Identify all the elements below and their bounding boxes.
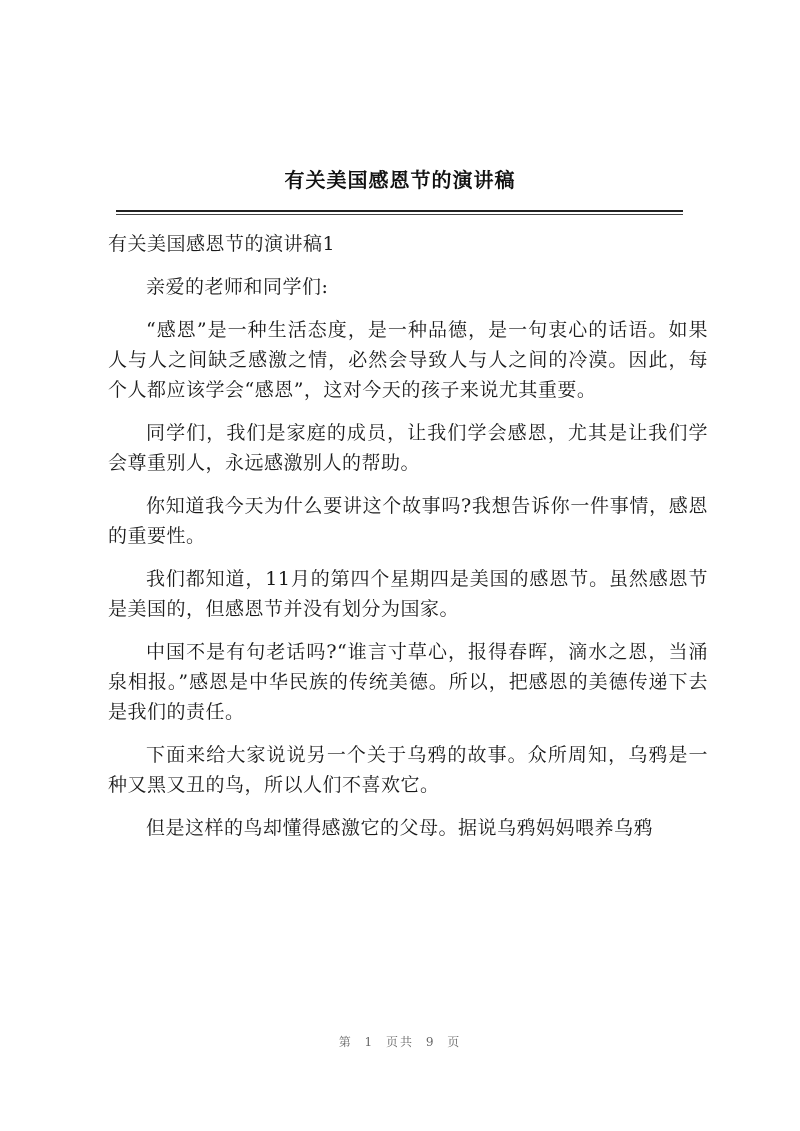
paragraph: 同学们，我们是家庭的成员，让我们学会感恩，尤其是让我们学会尊重别人，永远感激别人的帮助。 — [108, 422, 708, 474]
document-title: 有关美国感恩节的演讲稿 — [284, 168, 516, 192]
paragraph: 但是这样的鸟却懂得感激它的父母。据说乌鸦妈妈喂养乌鸦 — [146, 817, 654, 839]
title-divider-thin — [116, 214, 683, 215]
page-footer: 第 1 页共 9 页 — [338, 1035, 462, 1049]
title-divider-thick — [116, 210, 683, 212]
paragraph: “感恩”是一种生活态度，是一种品德，是一句衷心的话语。如果人与人之间缺乏感激之情，必然会导致人与人之间的冷漠。因此，每个人都应该学会“感恩”，这对今天的孩子来说尤其重要。 — [108, 319, 708, 401]
paragraph: 我们都知道，11月的第四个星期四是美国的感恩节。虽然感恩节是美国的，但感恩节并没有划分为国家。 — [108, 568, 708, 620]
section-heading: 有关美国感恩节的演讲稿1 — [108, 233, 336, 255]
paragraph: 下面来给大家说说另一个关于乌鸦的故事。众所周知，乌鸦是一种又黑又丑的鸟，所以人们不喜欢它。 — [108, 744, 708, 796]
paragraph: 中国不是有句老话吗?“谁言寸草心，报得春晖，滴水之恩，当涌泉相报。”感恩是中华民族的传统美德。所以，把感恩的美德传递下去是我们的责任。 — [108, 641, 708, 723]
greeting: 亲爱的老师和同学们: — [146, 276, 329, 298]
document-body — [108, 229, 708, 856]
paragraph: 你知道我今天为什么要讲这个故事吗?我想告诉你一件事情，感恩的重要性。 — [108, 495, 708, 547]
